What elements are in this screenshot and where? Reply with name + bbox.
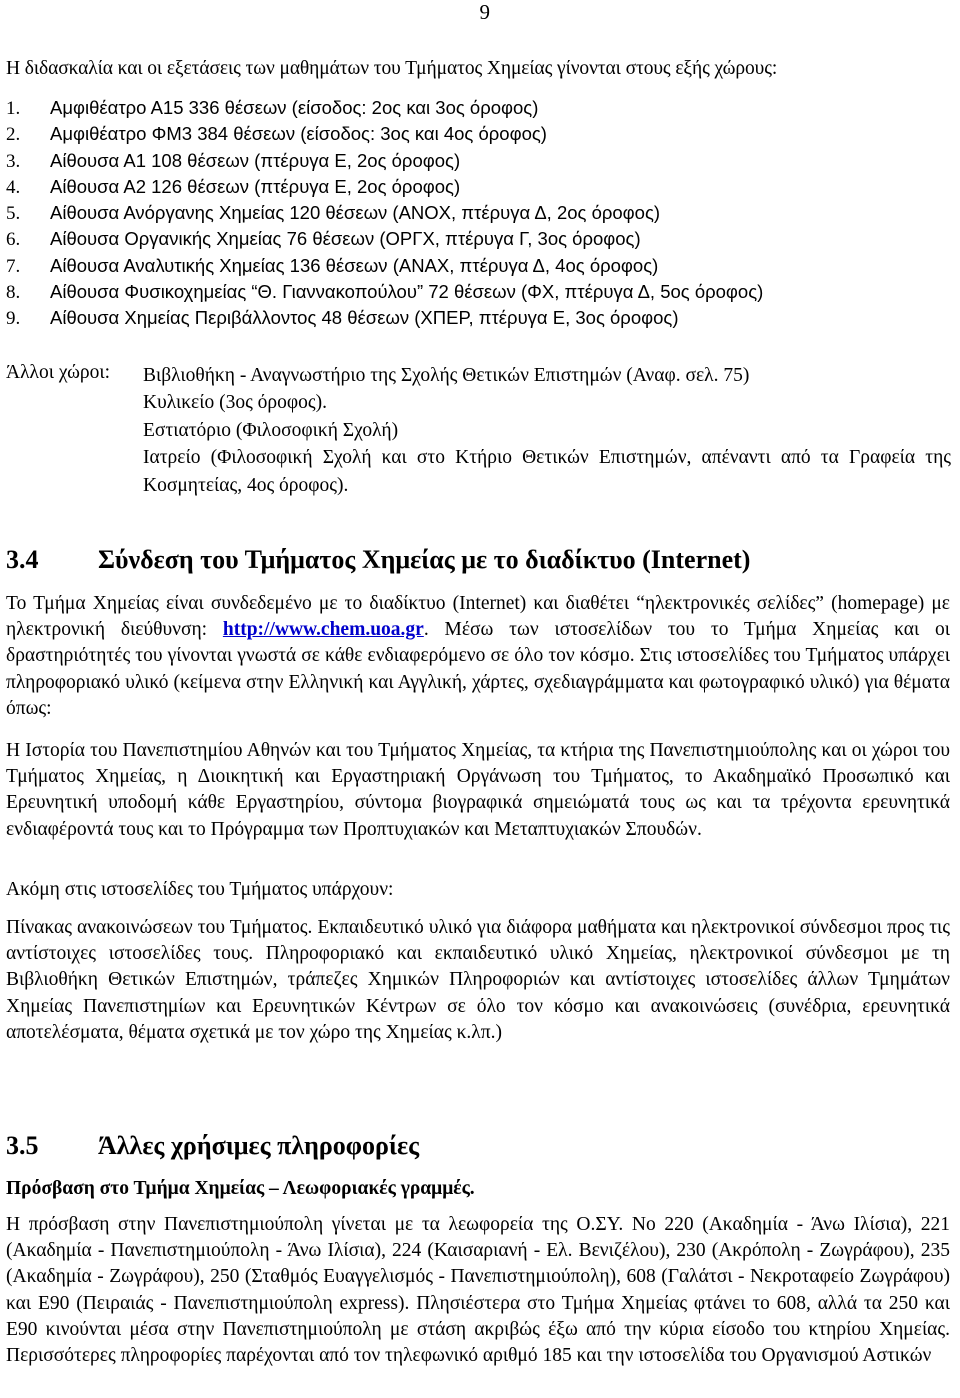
subheading-bus-access: Πρόσβαση στο Τμήμα Χημείας – Λεωφοριακές γραμμές.: [6, 1178, 475, 1199]
other-space-item: Βιβλιοθήκη - Αναγνωστήριο της Σχολής Θετικών Επιστημών (Αναφ. σελ. 75): [143, 365, 750, 386]
list-item: 7. Αίθουσα Αναλυτικής Χημείας 136 θέσεων (ΑΝΑΧ, πτέρυγα Δ, 4ος όροφος): [6, 254, 659, 277]
list-item: 5. Αίθουσα Ανόργανης Χημείας 120 θέσεων (ΑΝΟΧ, πτέρυγα Δ, 2ος όροφος): [6, 202, 661, 225]
paragraph-internet: Το Τμήμα Χημείας είναι συνδεδεμένο με το διαδίκτυο (Internet) και διαθέτει “ηλεκτρονικές σελίδες” (homepage) με ηλεκτρονική διεύθυνση: http://www.chem.uoa.gr. Μέσω των ιστοσελίδων του το Τμήμα Χημείας και οι δραστηριότητές του γίνονται γνωστά σε κάθε ενδιαφερόμενο σε όλο τον κόσμο. Στις ιστοσελίδες του Τμήματος υπάρχει πληροφοριακό υλικό (κείμενα στην Ελληνική και Αγγλική, χάρτες, σχεδιαγράμματα και φωτογραφικό υλικό) για θέματα όπως:: [6, 593, 950, 719]
section-title: Σύνδεση του Τμήματος Χημείας με το διαδίκτυο (Internet): [98, 545, 751, 574]
section-heading-3-5: [6, 1131, 419, 1161]
room-text: Αίθουσα Α2 126 θέσεων (πτέρυγα Ε, 2ος όροφος): [50, 175, 461, 197]
other-space-item: Ιατρείο (Φιλοσοφική Σχολή και στο Κτήριο Θετικών Επιστημών, απέναντι από τα Γραφεία της Κοσμητείας, 4ος όροφος).: [143, 447, 951, 496]
other-spaces-list: [143, 362, 951, 499]
room-text: Αίθουσα Οργανικής Χημείας 76 θέσεων (ΟΡΓΧ, πτέρυγα Γ, 3ος όροφος): [50, 228, 641, 250]
other-space-item: Εστιατόριο (Φιλοσοφική Σχολή): [143, 419, 399, 441]
other-space-item: Κυλικείο (3ος όροφος).: [143, 392, 328, 414]
list-item: 2. Αμφιθέατρο ΦΜ3 384 θέσεων (είσοδος: 3ος και 4ος όροφος): [6, 123, 547, 146]
room-text: Αίθουσα Φυσικοχημείας “Θ. Γιαννακοπούλου” 72 θέσεων (ΦΧ, πτέρυγα Δ, 5ος όροφος): [50, 281, 764, 303]
list-item: 8. Αίθουσα Φυσικοχημείας “Θ. Γιαννακοπούλου” 72 θέσεων (ΦΧ, πτέρυγα Δ, 5ος όροφος): [6, 281, 764, 304]
other-spaces-label: Άλλοι χώροι:: [6, 362, 111, 383]
room-text: Αίθουσα Α1 108 θέσεων (πτέρυγα Ε, 2ος όροφος): [50, 149, 461, 171]
section-title: Άλλες χρήσιμες πληροφορίες: [98, 1131, 420, 1160]
room-text: Αμφιθέατρο Α15 336 θέσεων (είσοδος: 2ος και 3ος όροφος): [50, 97, 539, 118]
paragraph-also: Ακόμη στις ιστοσελίδες του Τμήματος υπάρχουν:: [6, 879, 394, 900]
intro-text: Η διδασκαλία και οι εξετάσεις των μαθημάτων του Τμήματος Χημείας γίνονται στους εξής χώρους:: [6, 58, 778, 79]
list-item: 3. Αίθουσα Α1 108 θέσεων (πτέρυγα Ε, 2ος όροφος): [6, 149, 461, 172]
paragraph-bus-lines: Η πρόσβαση στην Πανεπιστημιούπολη γίνεται με τα λεωφορεία της Ο.ΣΥ. Νο 220 (Ακαδημία - Άνω Ιλίσια), 221 (Ακαδημία - Πανεπιστημιούπολη - Άνω Ιλίσια), 224 (Καισαριανή - Ελ. Βενιζέλου), 230 (Ακρόπολη - Ζωγράφου), 235 (Ακαδημία - Ζωγράφου), 250 (Σταθμός Ευαγγελισμός - Πανεπιστημιούπολη), 608 (Γαλάτσι - Νεκροταφείο Ζωγράφου) και Ε90 (Πειραιάς - Πανεπιστημιούπολη express). Πλησιέστερα στο Τμήμα Χημείας φτάνει το 608, αλλά τα 250 και Ε90 κινούνται μέσα στην Πανεπιστημιούπολη με στάση ακριβώς έξω από την κύρια είσοδο του κτηρίου Χημείας. Περισσότερες πληροφορίες παρέχονται από τον τηλεφωνικό αριθμό 185 και την ιστοσελίδα του Οργανισμού Αστικών: [6, 1214, 950, 1367]
section-number: 3.4: [6, 545, 39, 574]
rooms-list: [6, 95, 763, 332]
list-item: 4. Αίθουσα Α2 126 θέσεων (πτέρυγα Ε, 2ος όροφος): [6, 175, 461, 198]
list-item: 1. Αμφιθέατρο Α15 336 θέσεων (είσοδος: 2ος και 3ος όροφος): [6, 97, 539, 119]
list-item: 6. Αίθουσα Οργανικής Χημείας 76 θέσεων (ΟΡΓΧ, πτέρυγα Γ, 3ος όροφος): [6, 228, 641, 251]
page-number: 9: [479, 0, 490, 24]
section-heading-3-4: [6, 545, 750, 575]
paragraph-history: Η Ιστορία του Πανεπιστημίου Αθηνών και του Τμήματος Χημείας, τα κτήρια της Πανεπιστημιούπολης και οι χώροι του Τμήματος Χημείας, η Διοικητική και Εργαστηριακή Οργάνωση του Τμήματος, το Ακαδημαϊκό Προσωπικό και Ερευνητική υποδομή κάθε Εργαστηρίου, σύντομα βιογραφικά σημειώματά τους ως και τα τρέχοντα ερευνητικά ενδιαφέροντά τους και το Πρόγραμμα των Προπτυχιακών και Μεταπτυχιακών Σπουδών.: [6, 740, 950, 840]
homepage-link[interactable]: http://www.chem.uoa.gr: [222, 619, 424, 641]
room-text: Αίθουσα Αναλυτικής Χημείας 136 θέσεων (ΑΝΑΧ, πτέρυγα Δ, 4ος όροφος): [50, 254, 659, 276]
room-text: Αμφιθέατρο ΦΜ3 384 θέσεων (είσοδος: 3ος και 4ος όροφος): [50, 123, 547, 145]
list-item: 9. Αίθουσα Χημείας Περιβάλλοντος 48 θέσεων (ΧΠΕΡ, πτέρυγα Ε, 3ος όροφος): [6, 307, 679, 330]
room-text: Αίθουσα Ανόργανης Χημείας 120 θέσεων (ΑΝΟΧ, πτέρυγα Δ, 2ος όροφος): [50, 202, 661, 224]
section-number: 3.5: [6, 1131, 39, 1160]
paragraph-announcements: Πίνακας ανακοινώσεων του Τμήματος. Εκπαιδευτικό υλικό για διάφορα μαθήματα και ηλεκτρονικοί σύνδεσμοι προς τις αντίστοιχες ιστοσελίδες τους. Πληροφοριακό και εκπαιδευτικό υλικό Χημείας, ηλεκτρονικοί σύνδεσμοι με τη Βιβλιοθήκη Θετικών Επιστημών, τράπεζες Χημικών Πληροφοριών και αντίστοιχες ιστοσελίδες άλλων Τμημάτων Χημείας Πανεπιστημίων και Ερευνητικών Κέντρων σε όλο τον κόσμο και ανακοινώσεις (συνέδρια, ερευνητικά αποτελέσματα, θέματα σχετικά με τον χώρο της Χημείας κ.λπ.): [6, 917, 950, 1043]
room-text: Αίθουσα Χημείας Περιβάλλοντος 48 θέσεων (ΧΠΕΡ, πτέρυγα Ε, 3ος όροφος): [50, 307, 679, 329]
